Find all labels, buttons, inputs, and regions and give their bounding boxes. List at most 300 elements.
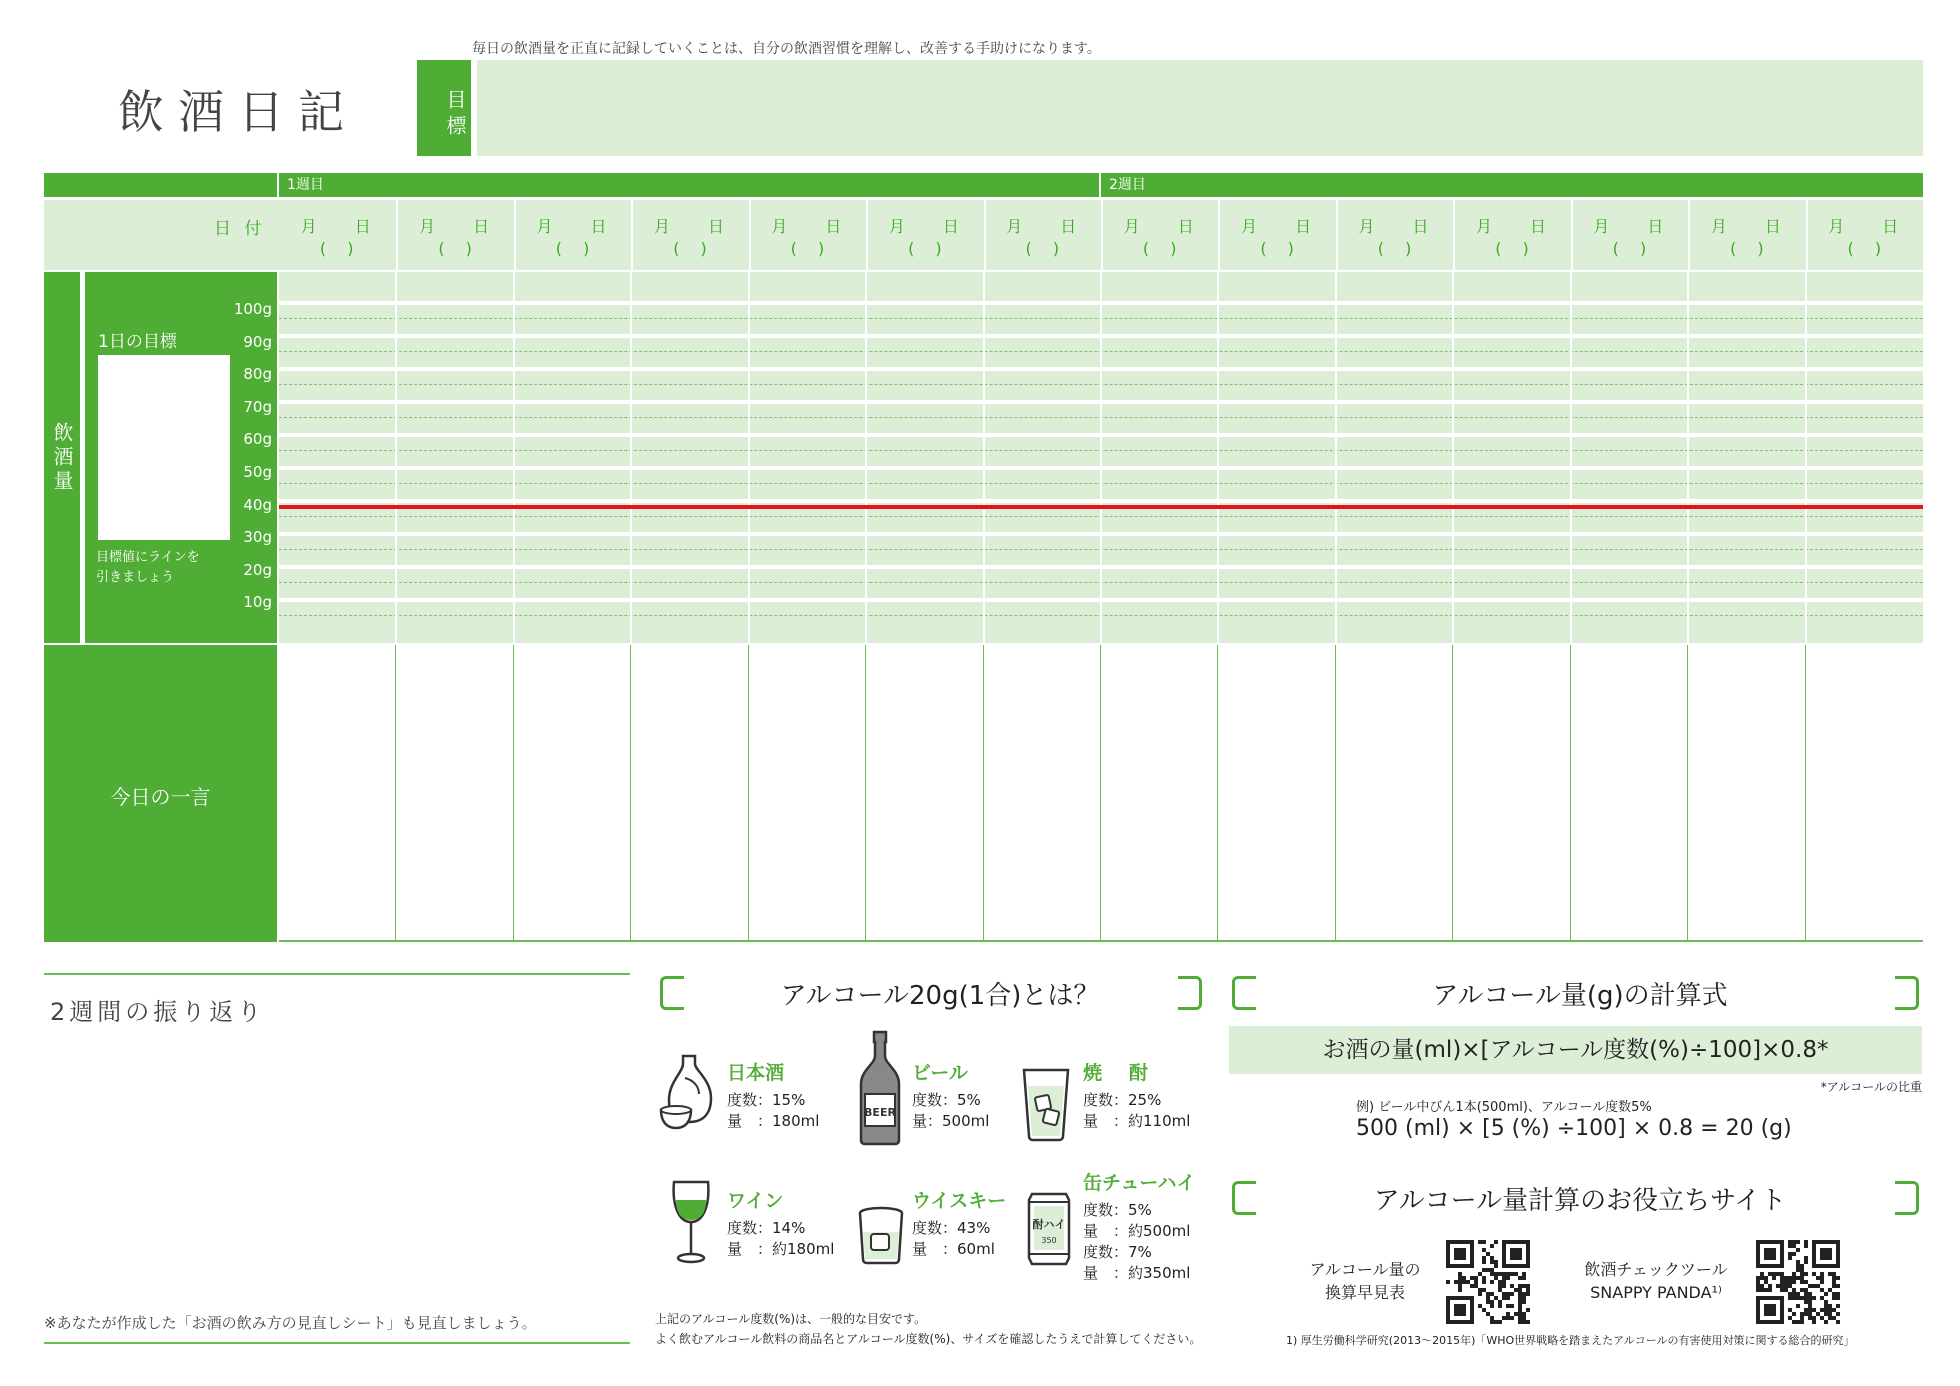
qr-module xyxy=(1498,1300,1502,1304)
daily-goal-label: 1日の目標 xyxy=(98,332,177,352)
qr-module xyxy=(1506,1272,1510,1276)
qr-module xyxy=(1482,1308,1486,1312)
qr-module xyxy=(1828,1272,1832,1276)
qr-module xyxy=(1522,1292,1526,1296)
date-cell[interactable] xyxy=(749,200,864,270)
drink-info-chuhai xyxy=(1083,1200,1190,1284)
qr-module xyxy=(1490,1280,1494,1284)
date-weekday: ( ) xyxy=(319,239,354,258)
qr-module xyxy=(1514,1288,1518,1292)
sites-footnote: 1) 厚生労働科学研究(2013～2015年)「WHO世界戦略を踏まえたアルコールの有害使用対策に関する総合的研究」 xyxy=(1286,1334,1855,1347)
qr-module xyxy=(1832,1296,1836,1300)
qr-finder xyxy=(1764,1304,1776,1316)
drink-info-line: 量 ：約180ml xyxy=(727,1240,835,1258)
qr-module xyxy=(1772,1276,1776,1280)
qr-module xyxy=(1526,1288,1530,1292)
qr-module xyxy=(1458,1288,1462,1292)
wine-glass-icon xyxy=(670,1178,712,1264)
y-tick-label: 70g xyxy=(243,397,272,416)
chart-column-divider xyxy=(1452,272,1454,643)
qr-module xyxy=(1788,1308,1792,1312)
drink-info-line: 量 ：約500ml xyxy=(1083,1222,1191,1240)
qr-module xyxy=(1502,1316,1506,1320)
date-month-day: 月 日 xyxy=(888,217,961,236)
date-month-day: 月 日 xyxy=(771,217,844,236)
date-month-day: 月 日 xyxy=(653,217,726,236)
date-cell[interactable] xyxy=(1571,200,1686,270)
qr-module xyxy=(1812,1296,1816,1300)
qr-module xyxy=(1506,1296,1510,1300)
qr-module xyxy=(1780,1284,1784,1288)
comment-area[interactable] xyxy=(279,645,1923,942)
qr-module xyxy=(1832,1280,1836,1284)
qr-module xyxy=(1490,1292,1494,1296)
date-cell[interactable] xyxy=(631,200,746,270)
qr-module xyxy=(1756,1284,1760,1288)
qr-module xyxy=(1494,1272,1498,1276)
qr-module xyxy=(1494,1320,1498,1324)
qr-module xyxy=(1780,1280,1784,1284)
chart-column-divider xyxy=(513,272,515,643)
qr-module xyxy=(1458,1284,1462,1288)
qr-module xyxy=(1510,1316,1514,1320)
date-month-day: 月 日 xyxy=(1358,217,1431,236)
qr-module xyxy=(1808,1312,1812,1316)
qr-module xyxy=(1518,1300,1522,1304)
qr-module xyxy=(1784,1284,1788,1288)
goal-input-box[interactable] xyxy=(477,60,1923,156)
date-month-day: 月 日 xyxy=(536,217,609,236)
qr-code-icon[interactable] xyxy=(1446,1240,1530,1324)
comment-column-divider xyxy=(1217,645,1218,940)
qr-module xyxy=(1486,1312,1490,1316)
qr-module xyxy=(1490,1256,1494,1260)
qr-module xyxy=(1478,1272,1482,1276)
date-cell[interactable] xyxy=(514,200,629,270)
qr-module xyxy=(1836,1320,1840,1324)
qr-module xyxy=(1828,1308,1832,1312)
qr-module xyxy=(1526,1284,1530,1288)
y-tick-label: 10g xyxy=(243,593,272,612)
qr-module xyxy=(1800,1288,1804,1292)
qr-module xyxy=(1828,1304,1832,1308)
date-weekday: ( ) xyxy=(1730,239,1764,258)
qr-module xyxy=(1454,1280,1458,1284)
qr-module xyxy=(1792,1312,1796,1316)
alcohol20-footnote: 上記のアルコール度数(%)は、一般的な目安です。 よく飲むアルコール飲料の商品名とアルコール度数(%)、サイズを確認したうえで計算してください。 xyxy=(655,1312,1202,1346)
qr-module xyxy=(1780,1288,1784,1292)
qr-module xyxy=(1478,1292,1482,1296)
site-1-label: アルコール量の 換算早見表 xyxy=(1309,1260,1421,1302)
date-cell[interactable] xyxy=(396,200,511,270)
qr-module xyxy=(1804,1256,1808,1260)
weekbar-spacer xyxy=(44,173,277,197)
daily-goal-input[interactable] xyxy=(98,355,230,540)
qr-module xyxy=(1824,1312,1828,1316)
date-weekday: ( ) xyxy=(1025,239,1060,258)
drink-info-line: 度数：7% xyxy=(1083,1243,1152,1261)
drink-name-beer: ビール xyxy=(912,1062,968,1084)
qr-module xyxy=(1518,1284,1522,1288)
qr-module xyxy=(1828,1312,1832,1316)
qr-module xyxy=(1510,1292,1514,1296)
qr-module xyxy=(1518,1316,1522,1320)
drink-info-line: 量 ：約350ml xyxy=(1083,1264,1191,1282)
qr-module xyxy=(1792,1240,1796,1244)
date-weekday: ( ) xyxy=(1612,239,1647,258)
date-cell[interactable] xyxy=(1688,200,1803,270)
qr-module xyxy=(1780,1276,1784,1280)
qr-module xyxy=(1796,1268,1800,1272)
week-1-bar: 1週目 xyxy=(279,173,1099,197)
bracket-right-icon xyxy=(1178,976,1202,1010)
can-size-text: 350 xyxy=(1041,1236,1057,1245)
comment-column-divider xyxy=(395,645,396,940)
qr-module xyxy=(1510,1272,1514,1276)
qr-module xyxy=(1792,1276,1796,1280)
qr-module xyxy=(1788,1284,1792,1288)
qr-module xyxy=(1836,1296,1840,1300)
qr-module xyxy=(1494,1264,1498,1268)
bracket-left-icon xyxy=(660,976,684,1010)
date-cell[interactable] xyxy=(1453,200,1568,270)
qr-module xyxy=(1796,1260,1800,1264)
qr-module xyxy=(1804,1292,1808,1296)
qr-module xyxy=(1796,1320,1800,1324)
drink-name-sake: 日本酒 xyxy=(727,1062,785,1084)
comment-column-divider xyxy=(1687,645,1688,940)
comment-column-divider xyxy=(1805,645,1806,940)
qr-module xyxy=(1800,1280,1804,1284)
y-tick-label: 100g xyxy=(233,300,272,318)
qr-module xyxy=(1804,1296,1808,1300)
date-month-day: 月 日 xyxy=(1475,217,1548,236)
qr-module xyxy=(1788,1280,1792,1284)
qr-module xyxy=(1776,1272,1780,1276)
drink-info-line: 度数：5% xyxy=(912,1091,981,1109)
qr-module xyxy=(1824,1292,1828,1296)
qr-module xyxy=(1490,1268,1494,1272)
qr-module xyxy=(1796,1240,1800,1244)
date-cell[interactable] xyxy=(1218,200,1333,270)
qr-module xyxy=(1804,1280,1808,1284)
drink-info-beer xyxy=(912,1090,989,1132)
date-weekday: ( ) xyxy=(1377,239,1412,258)
qr-module xyxy=(1788,1252,1792,1256)
date-cell[interactable] xyxy=(1806,200,1921,270)
qr-module xyxy=(1836,1284,1840,1288)
drink-amount-label-text: 飲酒量 xyxy=(50,421,74,494)
qr-module xyxy=(1522,1284,1526,1288)
qr-module xyxy=(1522,1276,1526,1280)
qr-module xyxy=(1482,1276,1486,1280)
date-cell[interactable] xyxy=(866,200,981,270)
qr-module xyxy=(1832,1276,1836,1280)
qr-module xyxy=(1522,1272,1526,1276)
drink-name-shochu: 焼 酎 xyxy=(1083,1062,1153,1084)
date-cell[interactable] xyxy=(1101,200,1216,270)
chart-column-divider xyxy=(865,272,867,643)
qr-module xyxy=(1804,1240,1808,1244)
qr-module xyxy=(1506,1312,1510,1316)
qr-module xyxy=(1482,1288,1486,1292)
qr-module xyxy=(1796,1304,1800,1308)
bracket-right-icon xyxy=(1895,976,1919,1010)
qr-module xyxy=(1498,1284,1502,1288)
qr-module xyxy=(1760,1288,1764,1292)
qr-module xyxy=(1458,1272,1462,1276)
drink-info-line: 度数：5% xyxy=(1083,1201,1152,1219)
qr-module xyxy=(1764,1288,1768,1292)
date-weekday: ( ) xyxy=(1142,239,1177,258)
date-weekday: ( ) xyxy=(790,239,825,258)
qr-module xyxy=(1824,1320,1828,1324)
qr-module xyxy=(1490,1304,1494,1308)
date-cell[interactable] xyxy=(984,200,1099,270)
qr-module xyxy=(1518,1292,1522,1296)
date-weekday: ( ) xyxy=(673,239,707,258)
date-weekday: ( ) xyxy=(1260,239,1294,258)
chart-column-divider xyxy=(1100,272,1102,643)
review-bottom-rule xyxy=(44,1342,630,1344)
drink-info-line: 度数：14% xyxy=(727,1219,806,1237)
drink-name-wine: ワイン xyxy=(727,1190,784,1212)
qr-module xyxy=(1800,1276,1804,1280)
date-weekday: ( ) xyxy=(1495,239,1529,258)
qr-module xyxy=(1518,1312,1522,1316)
qr-module xyxy=(1756,1280,1760,1284)
qr-module xyxy=(1816,1312,1820,1316)
qr-module xyxy=(1466,1280,1470,1284)
date-month-day: 月 日 xyxy=(1123,217,1196,236)
qr-finder xyxy=(1454,1248,1466,1260)
qr-module xyxy=(1518,1320,1522,1324)
qr-module xyxy=(1800,1264,1804,1268)
qr-module xyxy=(1470,1276,1474,1280)
review-title: 2週間の振り返り xyxy=(50,998,266,1026)
qr-module xyxy=(1792,1320,1796,1324)
date-cell[interactable] xyxy=(279,200,394,270)
qr-module xyxy=(1498,1304,1502,1308)
chart-column-divider xyxy=(748,272,750,643)
comment-column-divider xyxy=(1100,645,1101,940)
qr-module xyxy=(1832,1292,1836,1296)
qr-module xyxy=(1526,1308,1530,1312)
date-month-day: 月 日 xyxy=(1593,217,1666,236)
drink-info-line: 量 ：約110ml xyxy=(1083,1112,1191,1130)
qr-module xyxy=(1784,1288,1788,1292)
qr-module xyxy=(1808,1292,1812,1296)
qr-module xyxy=(1832,1284,1836,1288)
qr-module xyxy=(1828,1316,1832,1320)
y-tick-label: 50g xyxy=(243,463,272,481)
comment-column-divider xyxy=(865,645,866,940)
qr-module xyxy=(1518,1308,1522,1312)
alcohol20-title: アルコール20g(1合)とは？ xyxy=(780,981,1100,1011)
qr-code-icon[interactable] xyxy=(1756,1240,1840,1324)
qr-module xyxy=(1482,1268,1486,1272)
qr-module xyxy=(1458,1280,1462,1284)
qr-module xyxy=(1486,1268,1490,1272)
qr-module xyxy=(1832,1272,1836,1276)
qr-module xyxy=(1800,1312,1804,1316)
qr-module xyxy=(1812,1284,1816,1288)
date-label: 日 付 xyxy=(214,219,266,239)
qr-module xyxy=(1788,1296,1792,1300)
qr-module xyxy=(1760,1272,1764,1276)
review-note: ※あなたが作成した「お酒の飲み方の見直しシート」も見直しましょう。 xyxy=(44,1314,537,1332)
formula-expression: お酒の量(ml)×[アルコール度数(%)÷100]×0.8* xyxy=(1229,1026,1922,1074)
qr-module xyxy=(1494,1296,1498,1300)
qr-module xyxy=(1792,1280,1796,1284)
qr-finder xyxy=(1764,1248,1776,1260)
qr-module xyxy=(1824,1300,1828,1304)
qr-module xyxy=(1820,1272,1824,1276)
date-cell[interactable] xyxy=(1336,200,1451,270)
qr-module xyxy=(1808,1308,1812,1312)
qr-module xyxy=(1792,1244,1796,1248)
whisky-glass-icon xyxy=(856,1206,906,1266)
qr-module xyxy=(1514,1272,1518,1276)
qr-module xyxy=(1804,1288,1808,1292)
chart-column-divider xyxy=(1687,272,1689,643)
qr-module xyxy=(1510,1284,1514,1288)
qr-module xyxy=(1836,1276,1840,1280)
week-2-bar: 2週目 xyxy=(1101,173,1923,197)
qr-module xyxy=(1804,1260,1808,1264)
drink-info-line: 量 ：60ml xyxy=(912,1240,995,1258)
qr-module xyxy=(1478,1288,1482,1292)
qr-module xyxy=(1804,1300,1808,1304)
qr-module xyxy=(1482,1260,1486,1264)
qr-module xyxy=(1760,1276,1764,1280)
line-hint: 目標値にラインを 引きましょう xyxy=(96,550,200,585)
date-month-day: 月 日 xyxy=(1710,217,1783,236)
qr-finder xyxy=(1820,1248,1832,1260)
qr-module xyxy=(1796,1276,1800,1280)
bracket-left-icon xyxy=(1232,1181,1256,1215)
qr-module xyxy=(1514,1312,1518,1316)
drink-info-line: 度数：43% xyxy=(912,1219,991,1237)
qr-module xyxy=(1812,1316,1816,1320)
qr-module xyxy=(1518,1276,1522,1280)
qr-module xyxy=(1502,1280,1506,1284)
qr-module xyxy=(1490,1300,1494,1304)
qr-module xyxy=(1482,1240,1486,1244)
drink-info-line: 量 ：180ml xyxy=(727,1112,820,1130)
qr-module xyxy=(1816,1276,1820,1280)
beer-label-text: BEER xyxy=(864,1106,896,1119)
qr-module xyxy=(1832,1308,1836,1312)
qr-module xyxy=(1808,1316,1812,1320)
bracket-left-icon xyxy=(1232,976,1256,1010)
qr-module xyxy=(1526,1292,1530,1296)
target-line xyxy=(279,505,1923,509)
drink-info-shochu xyxy=(1083,1090,1190,1132)
qr-module xyxy=(1764,1276,1768,1280)
drink-name-chuhai: 缶チューハイ xyxy=(1083,1172,1196,1194)
qr-module xyxy=(1836,1292,1840,1296)
drink-chart-area[interactable] xyxy=(279,272,1923,643)
qr-module xyxy=(1470,1284,1474,1288)
qr-module xyxy=(1502,1292,1506,1296)
drink-info-line: 量：500ml xyxy=(912,1112,990,1130)
qr-module xyxy=(1494,1240,1498,1244)
gravity-note: *アルコールの比重 xyxy=(1820,1080,1922,1094)
chart-column-divider xyxy=(1335,272,1337,643)
qr-module xyxy=(1808,1300,1812,1304)
qr-module xyxy=(1526,1320,1530,1324)
qr-module xyxy=(1490,1272,1494,1276)
comment-column-divider xyxy=(1570,645,1571,940)
chart-column-divider xyxy=(983,272,985,643)
qr-module xyxy=(1812,1272,1816,1276)
comment-column-divider xyxy=(513,645,514,940)
qr-module xyxy=(1800,1316,1804,1320)
qr-module xyxy=(1796,1264,1800,1268)
qr-module xyxy=(1522,1316,1526,1320)
qr-module xyxy=(1494,1276,1498,1280)
date-weekday: ( ) xyxy=(1847,239,1882,258)
qr-module xyxy=(1808,1304,1812,1308)
qr-module xyxy=(1502,1296,1506,1300)
qr-module xyxy=(1756,1276,1760,1280)
qr-module xyxy=(1804,1272,1808,1276)
qr-module xyxy=(1518,1304,1522,1308)
date-month-day: 月 日 xyxy=(1241,217,1314,236)
qr-module xyxy=(1486,1300,1490,1304)
qr-module xyxy=(1498,1320,1502,1324)
qr-module xyxy=(1506,1316,1510,1320)
qr-module xyxy=(1788,1276,1792,1280)
qr-module xyxy=(1490,1244,1494,1248)
qr-finder xyxy=(1510,1248,1522,1260)
qr-module xyxy=(1796,1296,1800,1300)
qr-module xyxy=(1780,1272,1784,1276)
qr-module xyxy=(1474,1276,1478,1280)
y-tick-label: 20g xyxy=(243,560,272,579)
date-month-day: 月 日 xyxy=(419,217,492,236)
qr-module xyxy=(1490,1316,1494,1320)
date-weekday: ( ) xyxy=(438,239,472,258)
qr-module xyxy=(1796,1292,1800,1296)
qr-module xyxy=(1474,1280,1478,1284)
qr-module xyxy=(1498,1288,1502,1292)
comment-label: 今日の一言 xyxy=(44,645,277,942)
qr-module xyxy=(1768,1284,1772,1288)
qr-module xyxy=(1784,1276,1788,1280)
qr-module xyxy=(1522,1296,1526,1300)
qr-module xyxy=(1498,1280,1502,1284)
qr-module xyxy=(1788,1256,1792,1260)
qr-module xyxy=(1502,1276,1506,1280)
qr-module xyxy=(1792,1272,1796,1276)
date-month-day: 月 日 xyxy=(1006,217,1079,236)
qr-module xyxy=(1820,1288,1824,1292)
beer-bottle-icon xyxy=(858,1030,902,1146)
qr-module xyxy=(1796,1248,1800,1252)
qr-module xyxy=(1820,1308,1824,1312)
qr-module xyxy=(1800,1272,1804,1276)
qr-module xyxy=(1768,1288,1772,1292)
review-top-rule xyxy=(44,973,630,975)
qr-module xyxy=(1462,1280,1466,1284)
qr-module xyxy=(1800,1320,1804,1324)
qr-module xyxy=(1820,1276,1824,1280)
qr-finder xyxy=(1454,1304,1466,1316)
qr-module xyxy=(1490,1320,1494,1324)
chart-column-divider xyxy=(1570,272,1572,643)
